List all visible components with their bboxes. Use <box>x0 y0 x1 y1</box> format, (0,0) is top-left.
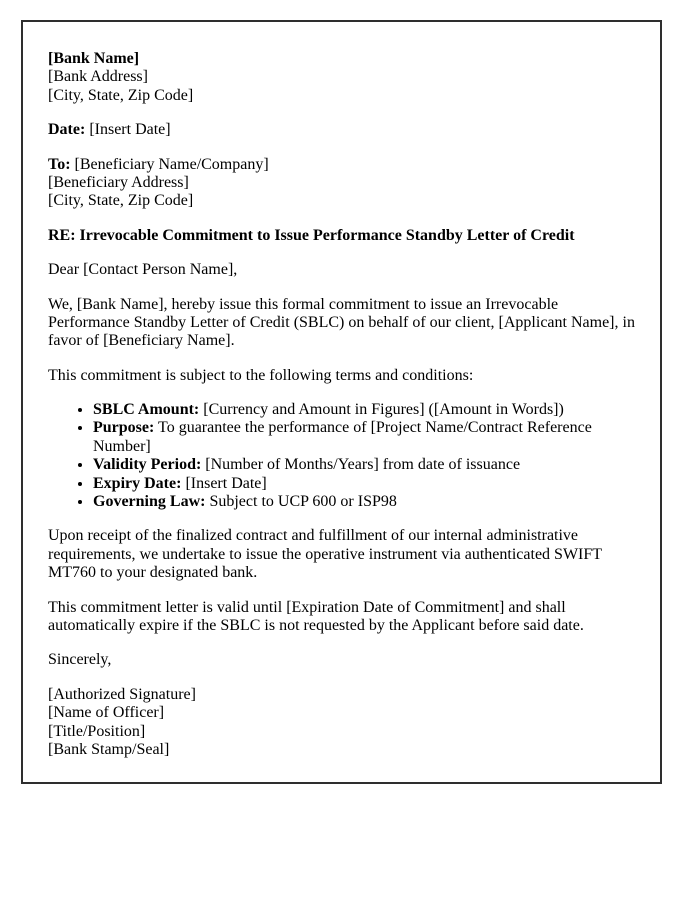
term-validity-period <box>93 456 635 474</box>
term-sblc-amount <box>93 401 635 419</box>
subject-line: RE: Irrevocable Commitment to Issue Performance Standby Letter of Credit <box>48 226 575 244</box>
authorized-signature: [Authorized Signature] <box>48 685 196 703</box>
beneficiary-city-state-zip: [City, State, Zip Code] <box>48 192 194 210</box>
term-label: Expiry Date: <box>93 474 182 492</box>
term-text: [Number of Months/Years] from date of issuance <box>201 456 521 474</box>
letter-page <box>21 20 662 784</box>
term-label: Governing Law: <box>93 493 206 511</box>
beneficiary-address: [Beneficiary Address] <box>48 173 189 191</box>
date-line <box>48 121 635 139</box>
salutation: Dear [Contact Person Name], <box>48 261 238 279</box>
term-label: Validity Period: <box>93 456 202 474</box>
term-text: Subject to UCP 600 or ISP98 <box>205 493 397 511</box>
term-text: To guarantee the performance of [Project Name/Contract Reference Number] <box>93 419 592 455</box>
bank-city-state-zip: [City, State, Zip Code] <box>48 86 194 104</box>
recipient-address-block <box>48 156 635 211</box>
term-text: [Insert Date] <box>181 474 267 492</box>
bank-address: [Bank Address] <box>48 68 148 86</box>
term-label: Purpose: <box>93 419 155 437</box>
signature-block <box>48 686 635 760</box>
term-text: [Currency and Amount in Figures] ([Amount in Words]) <box>199 401 564 419</box>
bank-name: [Bank Name] <box>48 50 140 67</box>
to-label: To: <box>48 155 71 173</box>
issuance-paragraph: Upon receipt of the finalized contract and fulfillment of our internal administrative requirements, we undertake to issue the operative instrument via authenticated SWIFT MT760 to your designated bank. <box>48 527 602 582</box>
term-purpose <box>93 419 635 456</box>
to-line <box>48 156 635 174</box>
term-expiry-date <box>93 475 635 493</box>
letter-body <box>48 50 635 759</box>
intro-paragraph: We, [Bank Name], hereby issue this formal commitment to issue an Irrevocable Performance Standby Letter of Credit (SBLC) on behalf of our client, [Applicant Name], in favor of [Beneficiary Name]. <box>48 295 635 350</box>
sender-address-block <box>48 50 635 105</box>
term-label: SBLC Amount: <box>93 401 200 419</box>
to-value: [Beneficiary Name/Company] <box>70 155 269 173</box>
validity-paragraph: This commitment letter is valid until [Expiration Date of Commitment] and shall automatically expire if the SBLC is not requested by the Applicant before said date. <box>48 598 584 634</box>
term-governing-law <box>93 493 635 511</box>
officer-name: [Name of Officer] <box>48 704 165 722</box>
terms-list <box>48 401 635 511</box>
date-value: [Insert Date] <box>85 121 171 139</box>
date-label: Date: <box>48 121 86 139</box>
title-position: [Title/Position] <box>48 722 146 740</box>
closing: Sincerely, <box>48 651 112 669</box>
bank-stamp-seal: [Bank Stamp/Seal] <box>48 740 170 758</box>
terms-intro-paragraph: This commitment is subject to the following terms and conditions: <box>48 366 474 384</box>
